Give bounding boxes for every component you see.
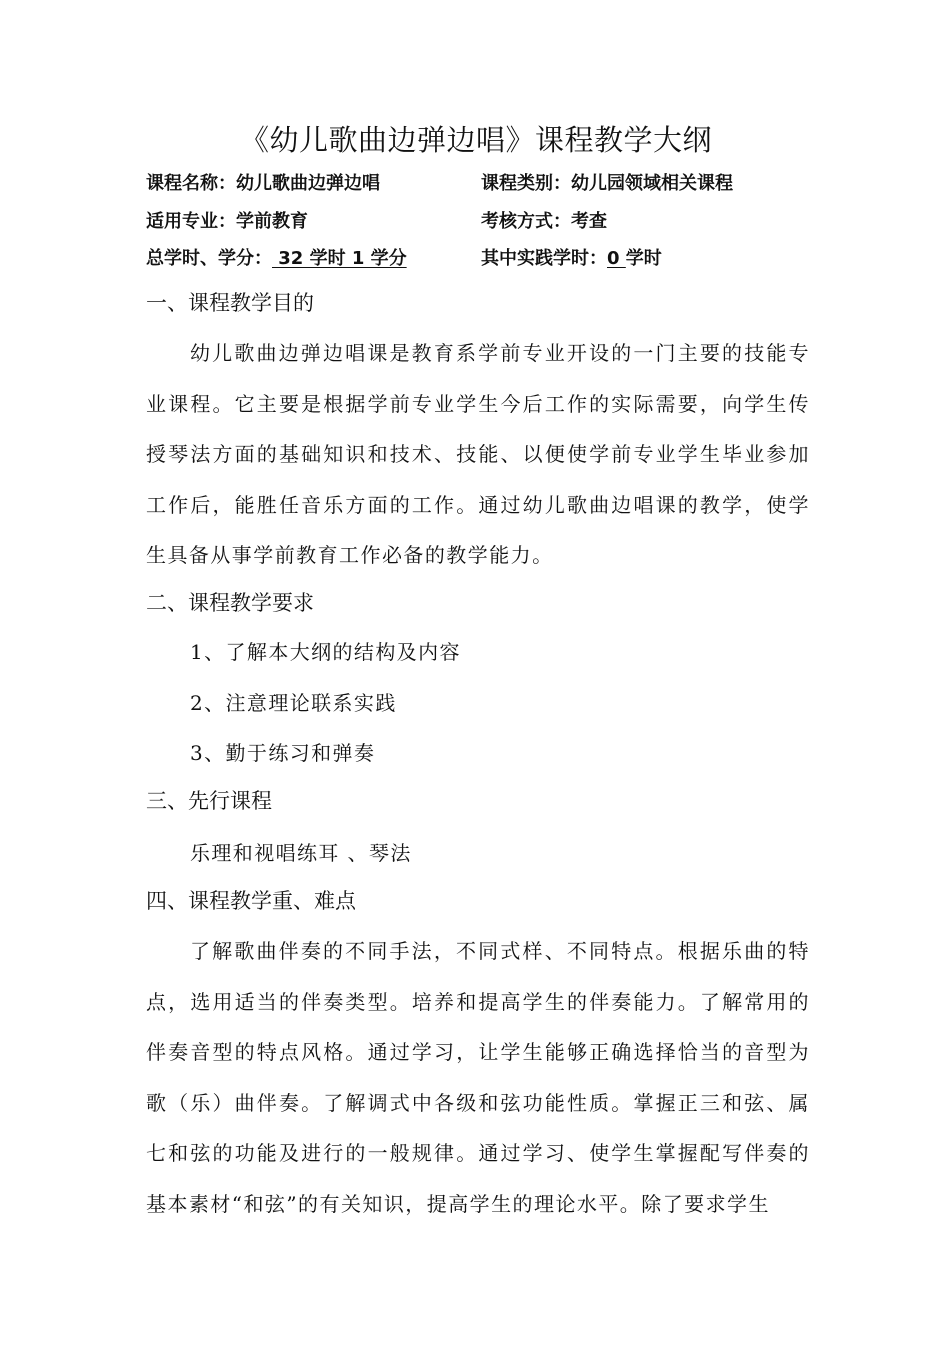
hours-label: 总学时、学分：: [146, 248, 272, 269]
course-name-label: 课程名称：: [146, 173, 236, 194]
course-type-value: 幼儿园领域相关课程: [571, 173, 733, 194]
prerequisite-item: 乐理和视唱练耳 、琴法: [190, 841, 412, 865]
assessment-row: [481, 209, 607, 235]
assessment-value: 考查: [571, 211, 607, 232]
requirement-item-1: 1、了解本大纲的结构及内容: [190, 640, 461, 664]
practice-hours-value: 0: [607, 248, 626, 269]
course-name-value: 幼儿歌曲边弹边唱: [236, 173, 380, 194]
course-type-label: 课程类别：: [481, 173, 571, 194]
section-heading-key-points: 四、课程教学重、难点: [146, 889, 356, 913]
practice-hours-unit: 学时: [625, 248, 662, 269]
document-title: 《幼儿歌曲边弹边唱》课程教学大纲: [239, 123, 712, 157]
hours-value: 32 学时 1 学分: [272, 248, 407, 269]
major-value: 学前教育: [236, 211, 308, 232]
section-heading-prerequisites: 三、先行课程: [146, 789, 272, 813]
practice-hours-label: 其中实践学时：: [481, 248, 607, 269]
requirement-item-2: 2、注意理论联系实践: [190, 691, 397, 715]
major-label: 适用专业：: [146, 211, 236, 232]
section-text-key-points: 了解歌曲伴奏的不同手法，不同式样、不同特点。根据乐曲的特点，选用适当的伴奏类型。培养和提高学生的伴奏能力。了解常用的伴奏音型的特点风格。通过学习，让学生能够正确选择恰当的音型为歌（乐）曲伴奏。了解调式中各级和弦功能性质。掌握正三和弦、属七和弦的功能及进行的一般规律。通过学习、使学生掌握配写伴奏的基本素材“和弦”的有关知识，提高学生的理论水平。除了要求学生: [146, 939, 810, 1216]
section-heading-purpose: 一、课程教学目的: [146, 291, 314, 315]
course-type-row: [481, 171, 733, 197]
hours-row: [146, 246, 407, 272]
major-row: [146, 209, 308, 235]
practice-hours-row: [481, 246, 662, 272]
requirement-item-3: 3、勤于练习和弹奏: [190, 741, 376, 765]
section-heading-requirements: 二、课程教学要求: [146, 591, 314, 615]
course-name-row: [146, 171, 380, 197]
section-text-purpose: 幼儿歌曲边弹边唱课是教育系学前专业开设的一门主要的技能专业课程。它主要是根据学前专业学生今后工作的实际需要，向学生传授琴法方面的基础知识和技术、技能、以便使学前专业学生毕业参加工作后，能胜任音乐方面的工作。通过幼儿歌曲边唱课的教学，使学生具备从事学前教育工作必备的教学能力。: [146, 341, 810, 568]
assessment-label: 考核方式：: [481, 211, 571, 232]
